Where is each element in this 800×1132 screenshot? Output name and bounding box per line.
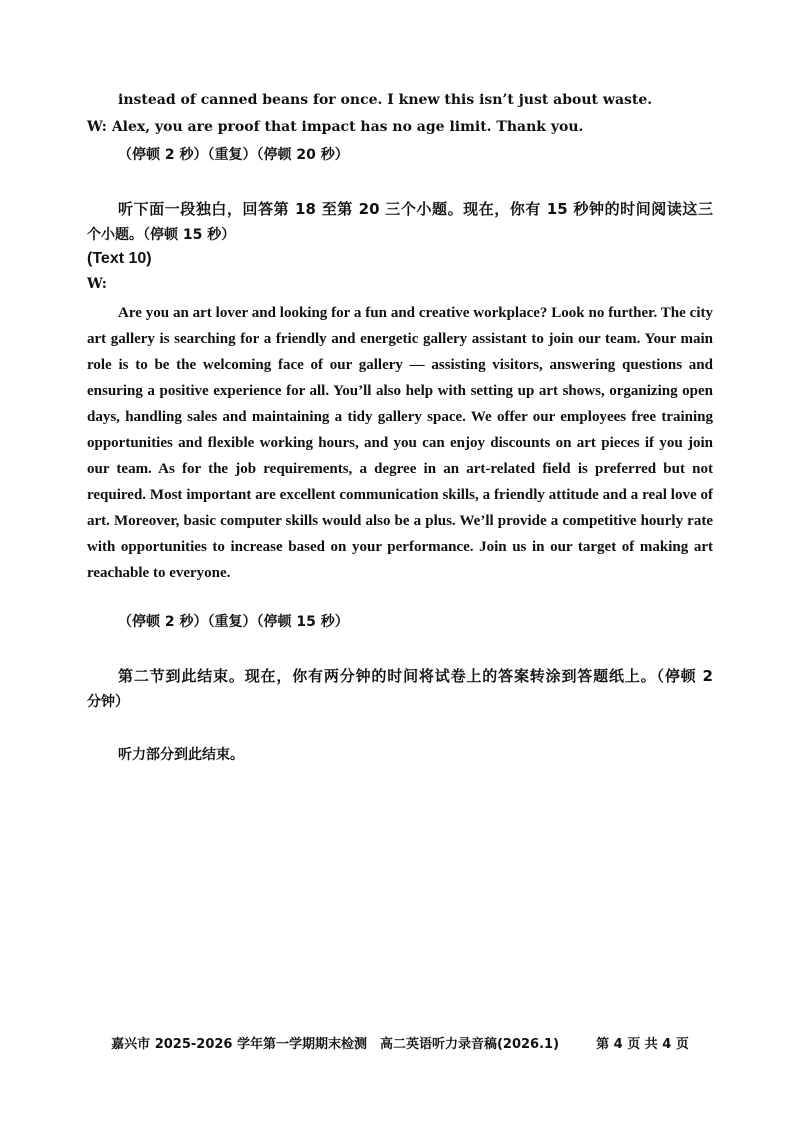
section-end-line-2: 分钟） [87, 694, 129, 710]
footer-page-info: 第 4 页 共 4 页 [596, 1037, 689, 1052]
pause-instruction-1: （停顿 2 秒）（重复）（停顿 20 秒） [118, 147, 349, 163]
listening-end-line: 听力部分到此结束。 [118, 747, 244, 763]
text10-instruction-line-1: 听下面一段独白，回答第 18 至第 20 三个小题。现在，你有 15 秒钟的时间阅读这三 [118, 200, 713, 218]
pause-instruction-2: （停顿 2 秒）（重复）（停顿 15 秒） [118, 614, 349, 630]
text10-instruction-line-2: 个小题。（停顿 15 秒） [87, 227, 236, 243]
speaker-w-line: W: Alex, you are proof that impact has no age limit. Thank you. [87, 119, 584, 135]
transcript-continuation-line: instead of canned beans for once. I knew this isn’t just about waste. [118, 92, 653, 108]
text10-heading: (Text 10) [87, 250, 152, 267]
footer-exam-title: 嘉兴市 2025-2026 学年第一学期期末检测 高二英语听力录音稿(2026.1) [111, 1037, 560, 1052]
page-footer [0, 1036, 800, 1054]
monologue-paragraph: Are you an art lover and looking for a fun and creative workplace? Look no further. The city art gallery is searching for a friendly and energetic gallery assistant to join our team. Your main role is to be the welcoming face of our gallery — assisting visitors, answering questions and ensuring a positive experience for all. You’ll also help with setting up art shows, organizing open days, handling sales and maintaining a tidy gallery space. We offer our employees free training opportunities and flexible working hours, and you can enjoy discounts on art pieces if you join our team. As for the job requirements, a degree in an art-related field is preferred but not required. Most important are excellent communication skills, a friendly attitude and a real love of art. Moreover, basic computer skills would also be a plus. We’ll provide a competitive hourly rate with opportunities to increase based on your performance. Join us in our target of making art reachable to everyone. [87, 305, 713, 581]
speaker-label-w: W: [87, 276, 107, 292]
section-end-line-1: 第二节到此结束。现在，你有两分钟的时间将试卷上的答案转涂到答题纸上。（停顿 2 [118, 667, 713, 685]
